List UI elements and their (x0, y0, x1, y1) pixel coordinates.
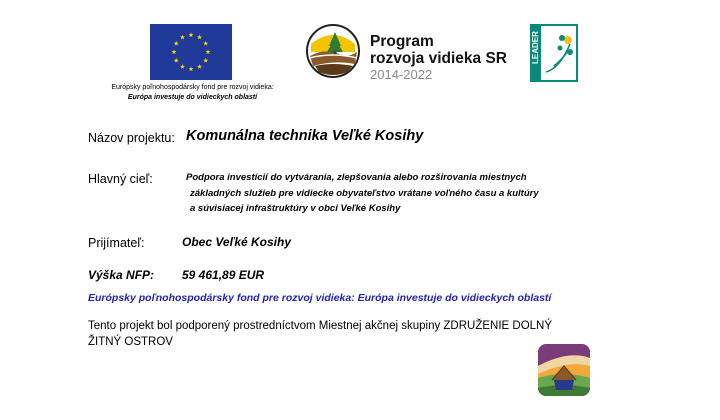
program-line1: Program (370, 33, 434, 50)
goal-line: Podpora investícií do vytvárania, zlepšovania alebo rozširovania miestnych (186, 172, 527, 183)
goal-line: a súvisiacej infraštruktúry v obci Veľké Kosihy (190, 203, 401, 214)
mas-logo (538, 344, 590, 396)
main-goal-label: Hlavný cieľ: (88, 172, 153, 186)
eu-caption-line2: Európa investuje do vidieckych oblastí (127, 94, 258, 101)
nfp-amount-value: 59 461,89 EUR (182, 268, 265, 282)
prv-emblem-logo (305, 22, 361, 80)
support-statement (88, 318, 608, 350)
nfp-amount-label: Výška NFP: (88, 268, 155, 282)
leader-text: LEADER (531, 31, 540, 64)
project-name-label: Názov projektu: (88, 131, 175, 145)
fund-statement: Európsky poľnohospodársky fond pre rozvoj vidieka: Európa investuje do vidieckych oblastí (88, 292, 552, 304)
support-line1: Tento projekt bol podporený prostredníctvom Miestnej akčnej skupiny ZDRUŽENIE DOLNÝ (88, 320, 553, 332)
program-line2: rozvoja vidieka SR (370, 50, 507, 67)
goal-line: základných služieb pre vidiecke obyvateľstvo vrátane voľného času a kultúry (190, 187, 539, 199)
support-line2: ŽITNÝ OSTROV (88, 336, 173, 348)
program-years: 2014-2022 (370, 67, 433, 82)
eu-caption-line1: Európsky poľnohospodársky fond pre rozvoj vidieka: (111, 84, 274, 91)
eu-flag-logo (150, 24, 232, 80)
leader-logo (530, 24, 578, 82)
recipient-label: Prijímateľ: (88, 236, 145, 250)
eu-fund-caption (90, 83, 295, 103)
project-name-value: Komunálna technika Veľké Kosihy (186, 128, 424, 144)
prv-title (370, 33, 507, 83)
recipient-value: Obec Veľké Kosihy (182, 235, 292, 249)
main-goal-value (186, 170, 656, 217)
